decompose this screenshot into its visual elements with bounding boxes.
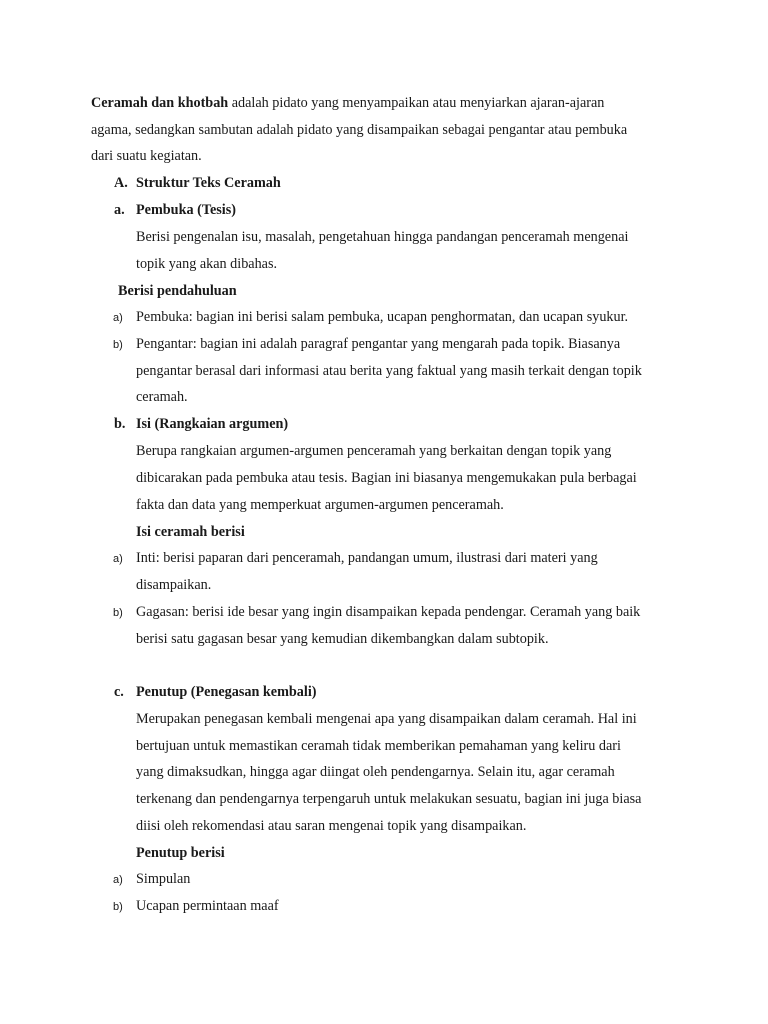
list-item-line: Ucapan permintaan maaf	[136, 898, 279, 914]
list-marker: b)	[113, 901, 123, 913]
part-a-title: Pembuka (Tesis)	[136, 202, 236, 218]
part-c-subheading: Penutup berisi	[136, 845, 225, 861]
list-marker: a)	[113, 312, 123, 324]
part-c-desc-line: bertujuan untuk memastikan ceramah tidak memberikan pemahaman yang keliru dari	[136, 738, 621, 754]
part-c-desc-line: Merupakan penegasan kembali mengenai apa yang disampaikan dalam ceramah. Hal ini	[136, 711, 637, 727]
section-a-title: Struktur Teks Ceramah	[136, 175, 281, 191]
list-marker: b)	[113, 607, 123, 619]
list-marker: b)	[113, 339, 123, 351]
list-item-line: Gagasan: berisi ide besar yang ingin disampaikan kepada pendengar. Ceramah yang baik	[136, 604, 641, 620]
part-b-desc-line: Berupa rangkaian argumen-argumen penceramah yang berkaitan dengan topik yang	[136, 443, 612, 459]
intro-line-3: dari suatu kegiatan.	[91, 148, 202, 164]
list-marker: a)	[113, 874, 123, 886]
list-item-line: Pengantar: bagian ini adalah paragraf pengantar yang mengarah pada topik. Biasanya	[136, 336, 621, 352]
list-item-line: berisi satu gagasan besar yang kemudian dikembangkan dalam subtopik.	[136, 631, 549, 647]
part-c-marker: c.	[114, 684, 124, 700]
part-a-marker: a.	[114, 202, 125, 218]
list-item-line: Simpulan	[136, 871, 191, 887]
part-a-desc-line: Berisi pengenalan isu, masalah, pengetahuan hingga pandangan penceramah mengenai	[136, 229, 629, 245]
part-c-desc-line: diisi oleh rekomendasi atau saran mengenai topik yang disampaikan.	[136, 818, 527, 834]
list-item-line: Pembuka: bagian ini berisi salam pembuka, ucapan penghormatan, dan ucapan syukur.	[136, 309, 629, 325]
intro-lead: Ceramah dan khotbah	[91, 95, 229, 111]
list-item-line: pengantar berasal dari informasi atau berita yang faktual yang masih terkait dengan topik	[136, 363, 642, 379]
intro-line-1	[91, 94, 604, 112]
part-b-marker: b.	[114, 416, 126, 432]
list-item-line: Inti: berisi paparan dari penceramah, pandangan umum, ilustrasi dari materi yang	[136, 550, 598, 566]
part-b-desc-line: fakta dan data yang memperkuat argumen-argumen penceramah.	[136, 497, 504, 513]
part-b-subheading: Isi ceramah berisi	[136, 524, 245, 540]
intro-line-2: agama, sedangkan sambutan adalah pidato yang disampaikan sebagai pengantar atau pembuka	[91, 122, 628, 138]
intro-line-1-rest: adalah pidato yang menyampaikan atau menyiarkan ajaran-ajaran	[228, 95, 605, 111]
part-b-title: Isi (Rangkaian argumen)	[136, 416, 289, 432]
part-c-title: Penutup (Penegasan kembali)	[136, 684, 317, 700]
part-c-desc-line: terkenang dan pendengarnya terpengaruh untuk melakukan sesuatu, bagian ini juga biasa	[136, 791, 642, 807]
list-marker: a)	[113, 553, 123, 565]
part-a-desc-line: topik yang akan dibahas.	[136, 256, 278, 272]
list-item-line: ceramah.	[136, 389, 188, 405]
part-b-desc-line: dibicarakan pada pembuka atau tesis. Bagian ini biasanya mengemukakan pula berbagai	[136, 470, 637, 486]
part-c-desc-line: yang dimaksudkan, hingga agar diingat oleh pendengarnya. Selain itu, agar ceramah	[136, 764, 615, 780]
list-item-line: disampaikan.	[136, 577, 212, 593]
section-a-marker: A.	[114, 175, 128, 191]
part-a-subheading: Berisi pendahuluan	[118, 283, 237, 299]
